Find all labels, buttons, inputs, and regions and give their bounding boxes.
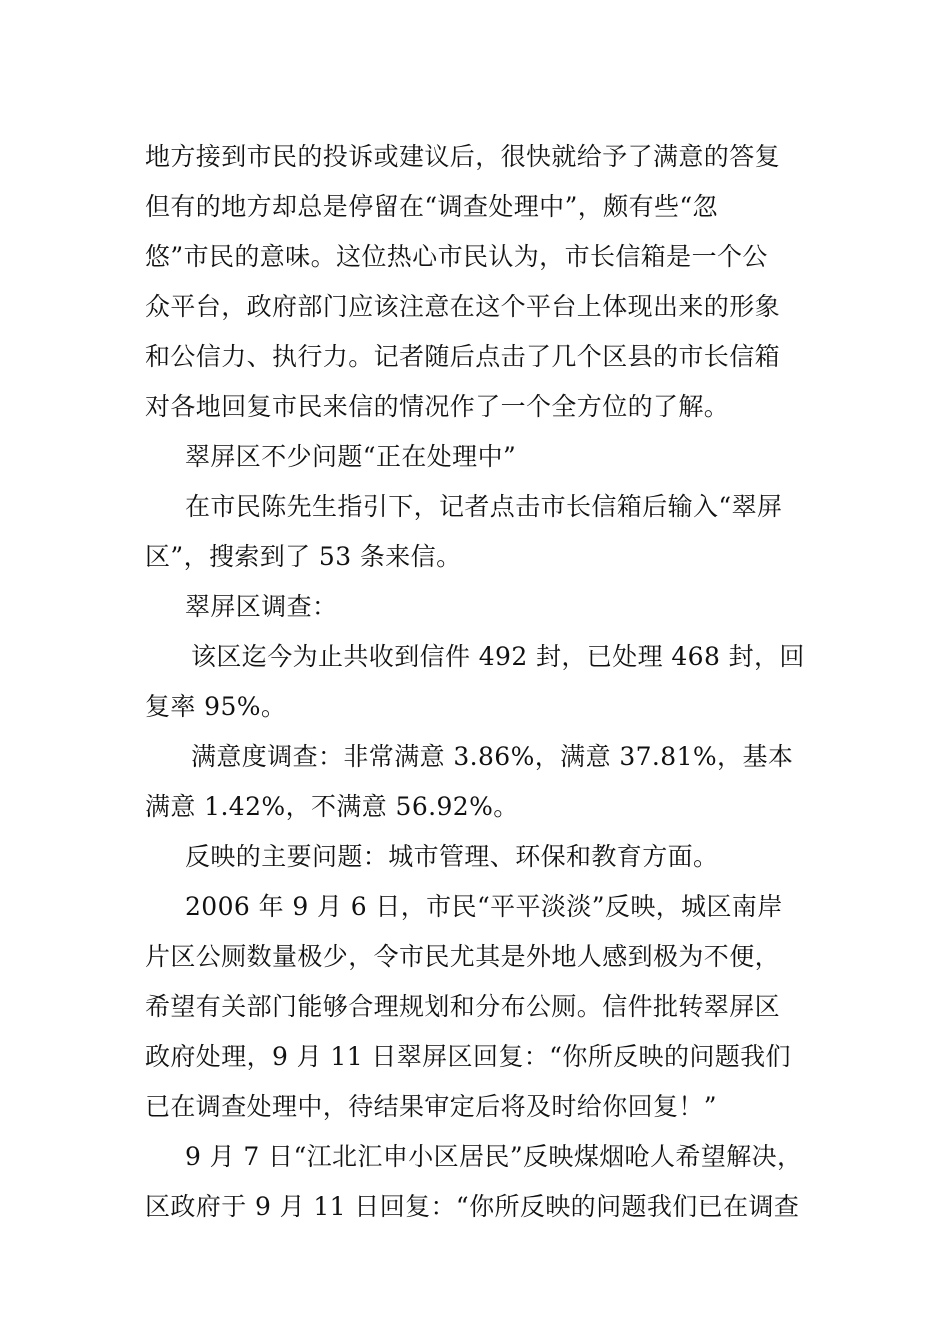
body-text-line: 政府处理，9 月 11 日翠屏区回复：“你所反映的问题我们 [145,1042,791,1071]
paragraph-start: 该区迄今为止共收到信件 492 封，已处理 468 封，回 [191,642,805,671]
body-text-line: 片区公厕数量极少，令市民尤其是外地人感到极为不便， [145,942,781,971]
body-text-line: 希望有关部门能够合理规划和分布公厕。信件批转翠屏区 [145,992,781,1021]
section-heading: 翠屏区不少问题“正在处理中” [185,442,517,471]
body-text-line: 但有的地方却总是停留在“调查处理中”，颇有些“忽 [145,192,718,221]
body-text-line: 复率 95%。 [145,692,287,721]
paragraph-start: 反映的主要问题：城市管理、环保和教育方面。 [185,842,719,871]
body-text-line: 已在调查处理中，待结果审定后将及时给你回复！” [145,1092,717,1121]
body-text-line: 区”，搜索到了 53 条来信。 [145,542,462,571]
body-text-line: 悠”市民的意味。这位热心市民认为，市长信箱是一个公 [145,242,768,271]
paragraph-start: 2006 年 9 月 6 日，市民“平平淡淡”反映，城区南岸 [185,892,783,921]
body-text-line: 满意 1.42%，不满意 56.92%。 [145,792,519,821]
paragraph-start: 满意度调查：非常满意 3.86%，满意 37.81%，基本 [191,742,794,771]
body-text-line: 和公信力、执行力。记者随后点击了几个区县的市长信箱 [145,342,781,371]
body-text-line: 对各地回复市民来信的情况作了一个全方位的了解。 [145,392,730,421]
document-page [145,132,825,1232]
subheading: 翠屏区调查： [185,592,338,621]
body-text-line: 区政府于 9 月 11 日回复：“你所反映的问题我们已在调查 [145,1192,800,1221]
body-text-line: 地方接到市民的投诉或建议后，很快就给予了满意的答复 [145,142,781,171]
paragraph-start: 9 月 7 日“江北汇申小区居民”反映煤烟呛人希望解决， [185,1142,803,1171]
body-text-line: 众平台，政府部门应该注意在这个平台上体现出来的形象 [145,292,781,321]
paragraph-start: 在市民陈先生指引下，记者点击市长信箱后输入“翠屏 [185,492,783,521]
